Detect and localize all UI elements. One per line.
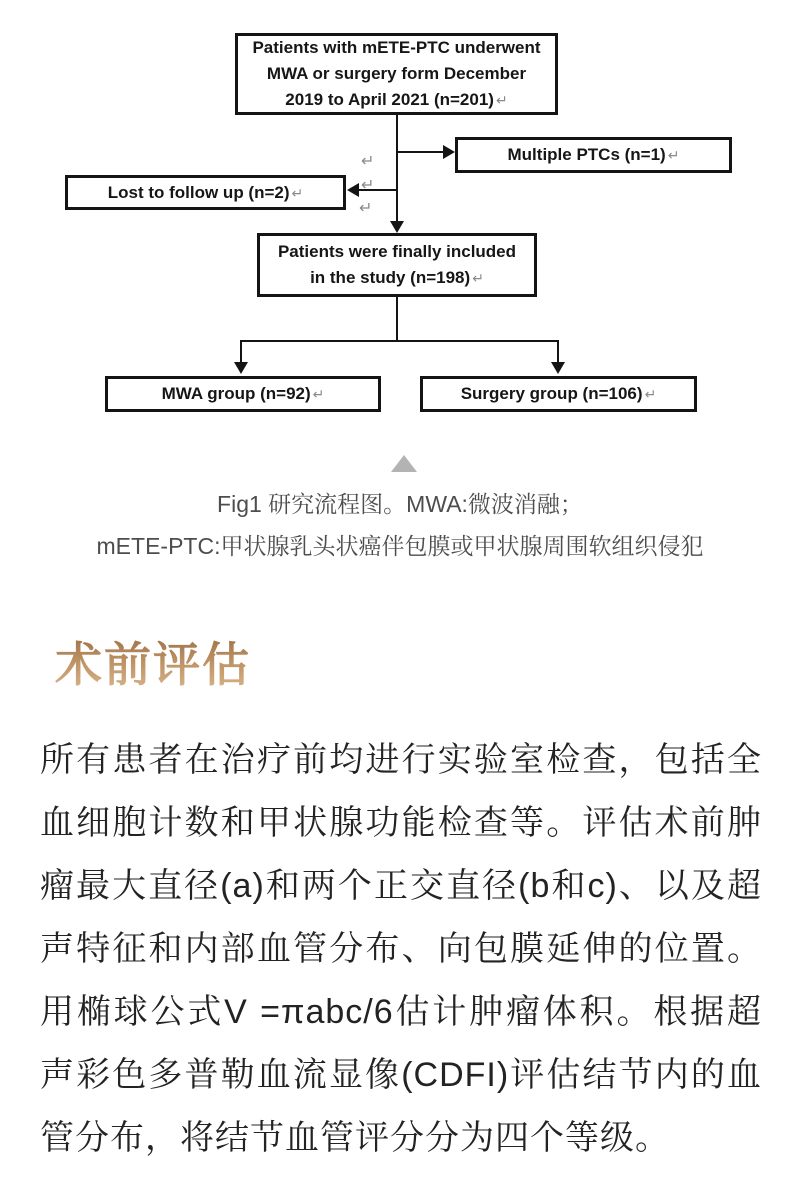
flow-connector-horizontal-split: [240, 340, 559, 342]
flow-box-surgery-group-line: [461, 381, 657, 407]
flow-box-included-line2-text: in the study (n=198): [310, 268, 471, 287]
flow-connector-branch-right: [398, 151, 445, 153]
flow-connector-vertical-mid: [396, 297, 398, 342]
flow-box-lost-followup-text: Lost to follow up (n=2): [107, 182, 290, 202]
return-mark-icon: ↵: [361, 153, 375, 170]
flow-box-surgery-group-text: Surgery group (n=106): [460, 384, 643, 403]
return-mark-icon: ↵: [312, 386, 325, 402]
section-heading: 术前评估: [55, 628, 251, 695]
flow-box-mwa-group-text: MWA group (n=92): [161, 384, 311, 403]
arrow-down-icon: [234, 362, 248, 374]
collapse-triangle-icon[interactable]: [391, 455, 417, 472]
return-mark-icon: ↵: [472, 270, 484, 286]
flow-box-enrolled-line3: [285, 87, 507, 113]
return-mark-icon: ↵: [495, 92, 508, 108]
flow-box-mwa-group-line: [162, 381, 325, 407]
flow-connector-vertical-top: [396, 115, 398, 222]
flow-box-multiple-ptcs: [455, 137, 732, 173]
figure-caption-line2: mETE-PTC:甲状腺乳头状癌伴包膜或甲状腺周围软组织侵犯: [96, 533, 704, 559]
flow-box-lost-followup-line: [108, 180, 304, 206]
return-mark-icon: ↵: [291, 184, 304, 201]
flow-box-mwa-group: [105, 376, 381, 412]
flow-box-multiple-ptcs-text: Multiple PTCs (n=1): [507, 145, 666, 164]
flow-box-enrolled-line1: Patients with mETE-PTC underwent: [252, 38, 541, 57]
return-mark-icon: ↵: [361, 177, 375, 194]
flow-box-surgery-group: [420, 376, 697, 412]
flow-box-lost-followup: [65, 175, 346, 210]
arrow-down-icon: [390, 221, 404, 233]
flow-connector-down-right: [557, 340, 559, 364]
arrow-down-icon: [551, 362, 565, 374]
arrow-right-icon: [443, 145, 455, 159]
figure-caption: [0, 483, 800, 567]
return-mark-icon: ↵: [359, 200, 373, 217]
flow-connector-down-left: [240, 340, 242, 364]
return-mark-icon: ↵: [667, 147, 680, 163]
flow-box-enrolled-line3-text: 2019 to April 2021 (n=201): [285, 90, 494, 109]
arrow-left-icon: [347, 183, 359, 197]
body-paragraph: 所有患者在治疗前均进行实验室检查，包括全血细胞计数和甲状腺功能检查等。评估术前肿瘤最大直径(a)和两个正交直径(b和c)、以及超声特征和内部血管分布、向包膜延伸的位置。用椭球公式V =πabc/6估计肿瘤体积。根据超声彩色多普勒血流显像(CDFI)评估结节内的血管分布，将结节血管评分分为四个等级。: [40, 741, 762, 1157]
figure-caption-line1: Fig1 研究流程图。MWA:微波消融；: [217, 491, 583, 517]
flow-box-multiple-ptcs-line: [508, 142, 680, 168]
flowchart: [0, 0, 800, 440]
flow-box-enrolled: [235, 33, 558, 115]
flow-box-included-line1: Patients were finally included: [277, 242, 517, 261]
flow-box-included-line2: [310, 265, 484, 291]
return-mark-icon: ↵: [644, 386, 657, 402]
flow-box-enrolled-line2: MWA or surgery form December: [266, 64, 527, 83]
flow-box-included: [257, 233, 537, 297]
